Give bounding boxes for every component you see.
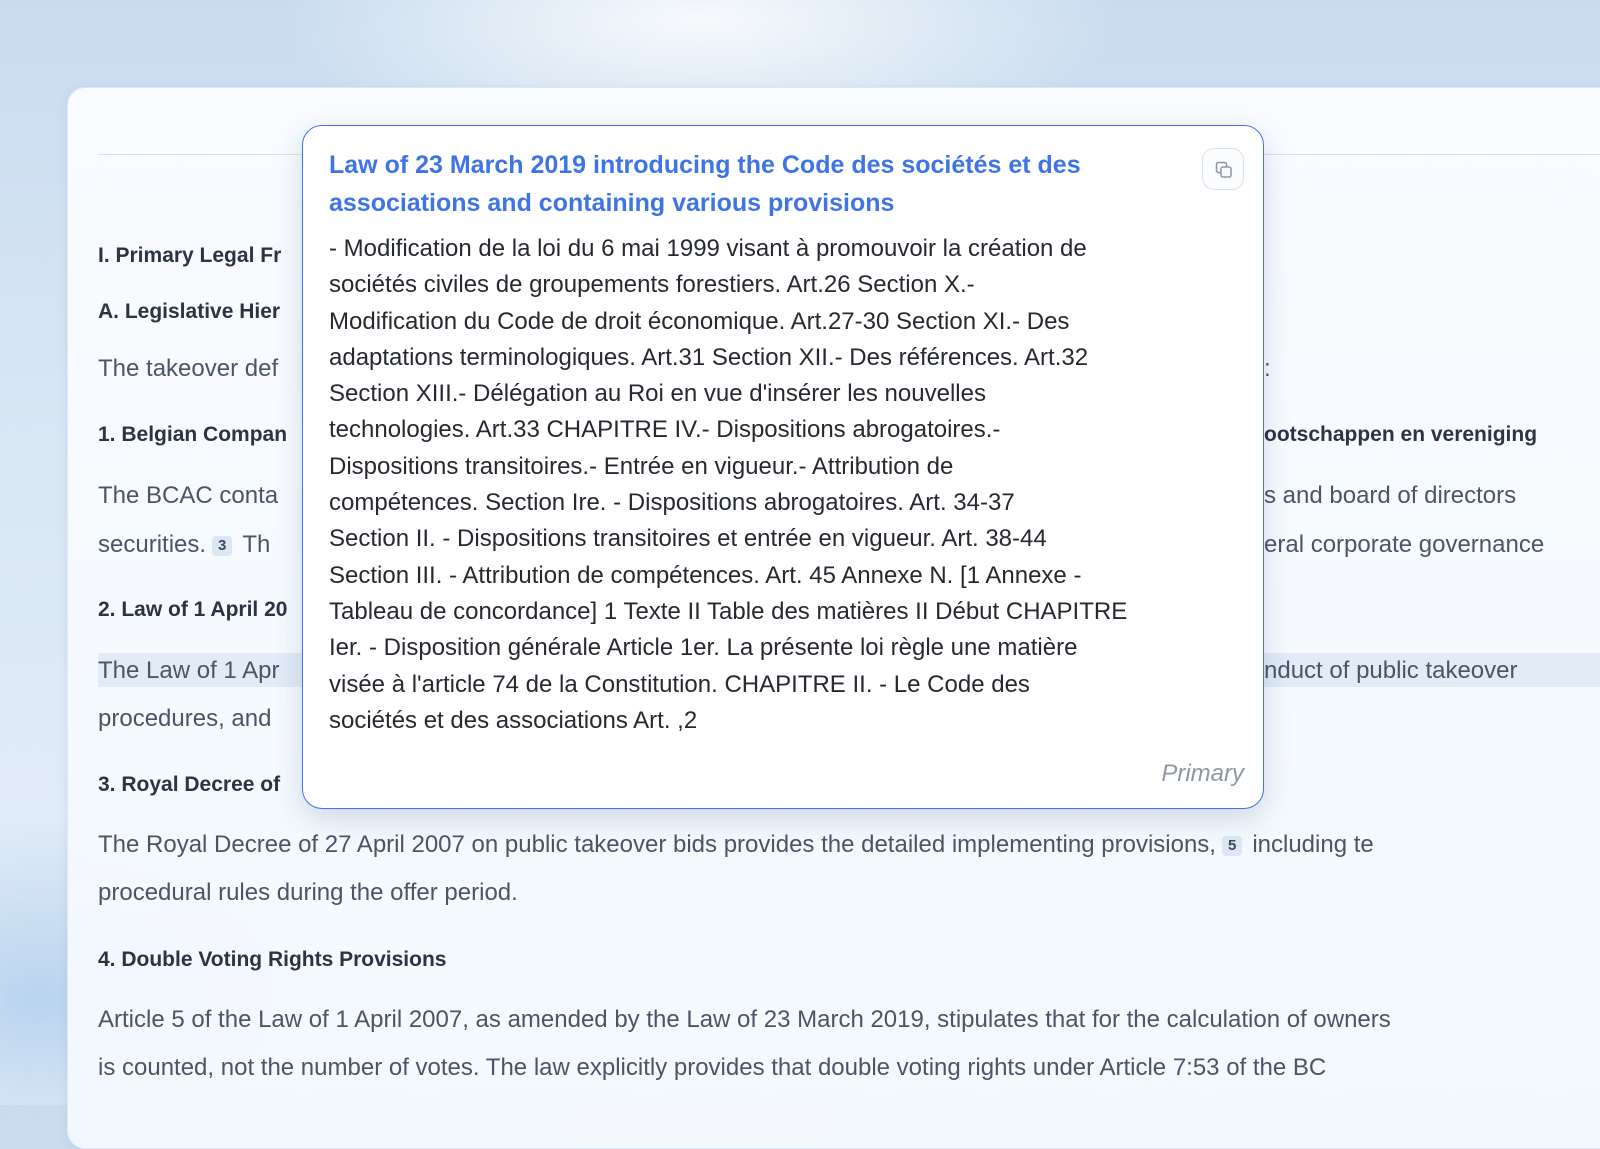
item3-line1-text: The Royal Decree of 27 April 2007 on public takeover bids provides the detailed implementing provisions, [98, 831, 1216, 858]
item1-line2-right: eral corporate governance [1264, 531, 1545, 558]
citation-popover [302, 125, 1264, 809]
item2-line1-left: The Law of 1 Apr [98, 657, 280, 684]
item1-line2-mid: Th [242, 531, 271, 558]
excerpt-line: Section XIII.- Délégation au Roi en vue d'insérer les nouvelles [329, 380, 986, 408]
subsection-heading: A. Legislative Hier [98, 300, 281, 323]
popover-title-link[interactable]: Law of 23 March 2019 introducing the Code des sociétés et des associations and containing various provisions [329, 151, 1081, 217]
item1-line2-text: securities. [98, 531, 207, 558]
popover-excerpt [329, 231, 1249, 739]
copy-button[interactable] [1202, 148, 1244, 190]
excerpt-line: sociétés civiles de groupements forestiers. Art.26 Section X.- [329, 271, 975, 299]
item1-heading-left: 1. Belgian Compan [98, 423, 288, 446]
item1-line2-left [98, 531, 270, 559]
excerpt-line: adaptations terminologiques. Art.31 Section XII.- Des références. Art.32 [329, 343, 1089, 371]
excerpt-line: Section III. - Attribution de compétences. Art. 45 Annexe N. [1 Annexe - [329, 561, 1082, 589]
item1-heading-right: ootschappen en vereniging [1264, 423, 1538, 446]
item1-line1-right: s and board of directors [1264, 482, 1517, 509]
excerpt-line: sociétés et des associations Art. ,2 [329, 706, 698, 734]
item3-line1 [98, 831, 1374, 859]
item4-line1: Article 5 of the Law of 1 April 2007, as amended by the Law of 23 March 2019, stipulates that for the calculation of owners [98, 1006, 1391, 1033]
intro-text-left: The takeover def [98, 355, 279, 382]
item1-line1-left: The BCAC conta [98, 482, 279, 509]
item3-line1-tail: including te [1252, 831, 1374, 858]
excerpt-line: visée à l'article 74 de la Constitution. CHAPITRE II. - Le Code des [329, 670, 1030, 698]
item3-heading: 3. Royal Decree of [98, 773, 281, 796]
item3-line2: procedural rules during the offer period. [98, 879, 518, 906]
excerpt-line: Tableau de concordance] 1 Texte II Table des matières II Début CHAPITRE [329, 597, 1128, 625]
excerpt-line: - Modification de la loi du 6 mai 1999 visant à promouvoir la création de [329, 235, 1087, 262]
excerpt-line: Modification du Code de droit économique. Art.27-30 Section XI.- Des [329, 307, 1070, 335]
source-type-label: Primary [1161, 760, 1244, 787]
section-title: I. Primary Legal Fr [98, 244, 282, 267]
item2-line1-right: nduct of public takeover [1264, 657, 1518, 684]
intro-text-right: : [1264, 355, 1271, 382]
item2-line2-left: procedures, and [98, 705, 272, 732]
excerpt-line: Section II. - Dispositions transitoires et entrée en vigueur. Art. 38-44 [329, 525, 1047, 553]
citation-badge[interactable]: 5 [1222, 836, 1242, 856]
copy-icon [1214, 160, 1234, 180]
excerpt-line: Dispositions transitoires.- Entrée en vigueur.- Attribution de [329, 452, 954, 480]
citation-badge[interactable]: 3 [212, 536, 232, 556]
item2-heading: 2. Law of 1 April 20 [98, 598, 288, 621]
item4-line2: is counted, not the number of votes. The law explicitly provides that double voting rights under Article 7:53 of the BC [98, 1054, 1327, 1081]
item4-heading: 4. Double Voting Rights Provisions [98, 948, 447, 971]
excerpt-line: Ier. - Disposition générale Article 1er. La présente loi règle une matière [329, 634, 1078, 662]
excerpt-line: technologies. Art.33 CHAPITRE IV.- Dispositions abrogatoires.- [329, 416, 1001, 444]
excerpt-line: compétences. Section Ire. - Dispositions abrogatoires. Art. 34-37 [329, 489, 1015, 517]
